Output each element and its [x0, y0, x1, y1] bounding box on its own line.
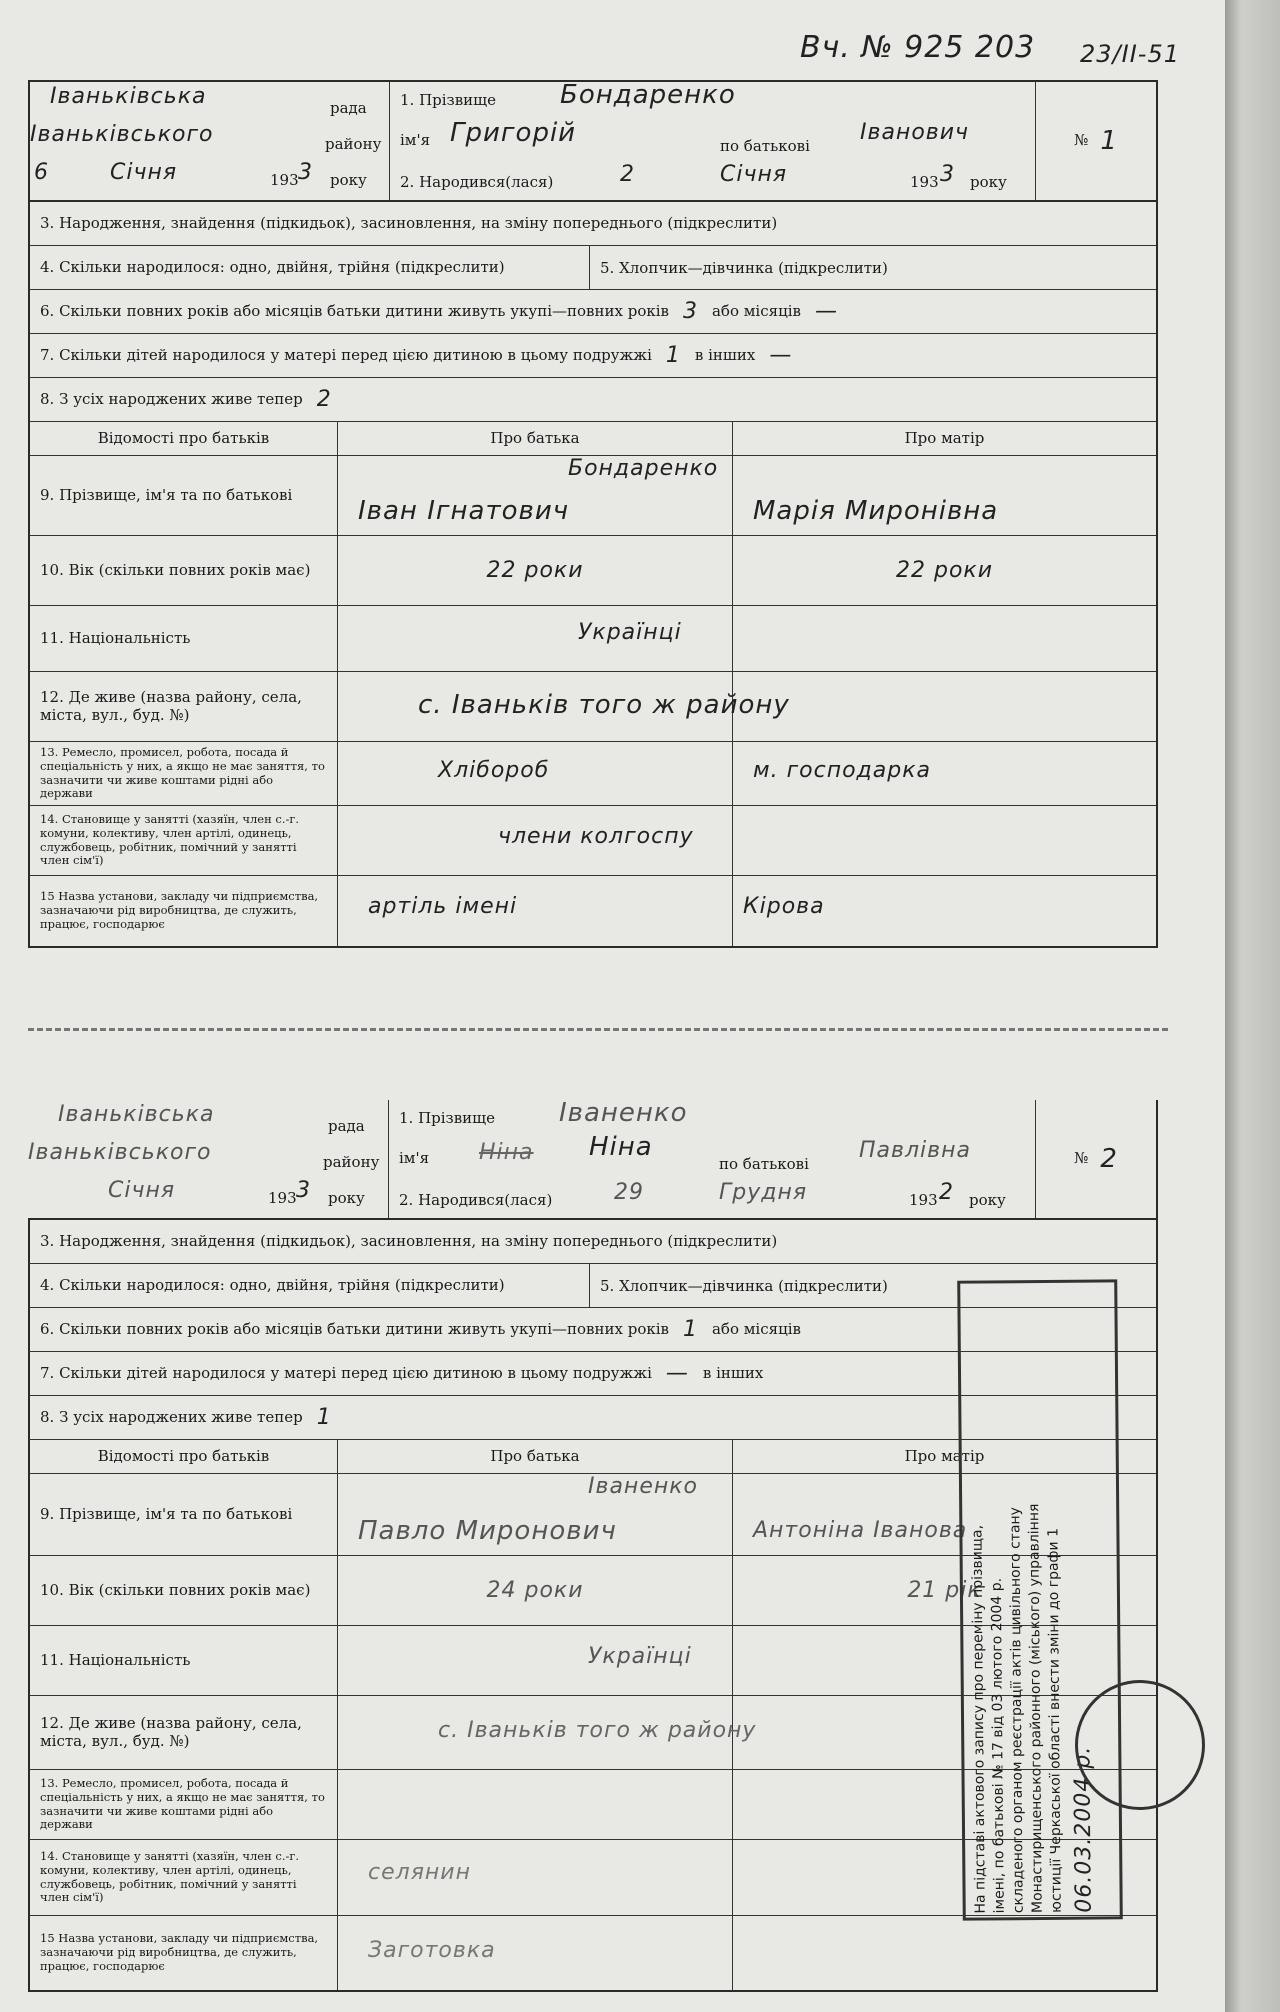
- name-value-2: Ніна: [589, 1132, 653, 1162]
- record-1: [28, 80, 1158, 948]
- name-label: ім'я: [400, 131, 431, 149]
- stamp-line-2: імені, по батькові № 17 від 03 лютого 2004 р.: [988, 1577, 1008, 1914]
- institution-mother: Кірова: [743, 894, 825, 919]
- q6-months-label: або місяців: [711, 301, 801, 320]
- mother-name-2: Антоніна Іванова: [753, 1518, 968, 1543]
- q6-years: 3: [682, 299, 698, 324]
- year-digit-2: 3: [296, 1178, 311, 1203]
- q7-label-2: 7. Скільки дітей народилося у матері перед цією дитиною в цьому подружжі: [40, 1363, 652, 1382]
- nationality-2: Українці: [588, 1644, 692, 1669]
- father-job: Хлібороб: [438, 758, 550, 783]
- born-year-prefix: 193: [910, 173, 939, 191]
- father-header-2: Про батька: [490, 1446, 580, 1465]
- born-label-2: 2. Народився(лася): [399, 1191, 553, 1209]
- position: члени колгоспу: [498, 824, 694, 849]
- registry-note: Вч. № 925 203: [800, 30, 1036, 65]
- q6-years-2: 1: [682, 1317, 698, 1342]
- q7-other-label-2: в інших: [702, 1363, 764, 1382]
- name-struck-2: Ніна: [479, 1140, 534, 1165]
- date-note: 23/II-51: [1080, 40, 1180, 68]
- stamp-line-1: На підставі актового запису про переміну прізвища,: [969, 1524, 989, 1914]
- surname-label-2: 1. Прізвище: [399, 1109, 496, 1127]
- rayon-label: району: [325, 135, 382, 153]
- institution-2: Заготовка: [368, 1938, 496, 1963]
- mother-age-2: 21 рік: [907, 1578, 982, 1603]
- rada-value: Іваньківська: [50, 84, 207, 109]
- q10-label: 10. Вік (скільки повних років має): [40, 560, 311, 579]
- born-roku-label: року: [970, 173, 1007, 191]
- q5-label: 5. Хлопчик—дівчинка (підкреслити): [600, 258, 888, 277]
- surname-value: Бондаренко: [560, 80, 736, 110]
- perforation-line: [28, 1028, 1168, 1031]
- parents-header-2: Відомості про батьків: [97, 1446, 270, 1465]
- roku-label-2: року: [328, 1189, 365, 1207]
- parents-header: Відомості про батьків: [97, 428, 270, 447]
- q5-label-2: 5. Хлопчик—дівчинка (підкреслити): [600, 1276, 888, 1295]
- number-label-2: №: [1074, 1149, 1089, 1168]
- q11-label-2: 11. Національність: [40, 1650, 191, 1669]
- amendment-stamp: [957, 1279, 1123, 1920]
- q14-label: 14. Становище у занятті (хазяїн, член с.-г. комуни, колективу, член артілі, одинець, службовець, робітник, помічний у занятті член сім'ї): [40, 811, 300, 868]
- rayon-label-2: району: [323, 1153, 380, 1171]
- q4-label-2: 4. Скільки народилося: одно, двійня, трійня (підкреслити): [40, 1275, 505, 1294]
- q8-label-2: 8. З усіх народжених живе тепер: [40, 1407, 303, 1426]
- stamp-date: 06.03.2004 р.: [1070, 1745, 1098, 1913]
- q8-value: 2: [316, 387, 332, 412]
- record-number-2: 2: [1100, 1144, 1118, 1174]
- stamp-line-5: юстиції Черкаської області внести зміни до графи 1: [1044, 1527, 1065, 1913]
- q8-label: 8. З усіх народжених живе тепер: [40, 389, 303, 408]
- born-label: 2. Народився(лася): [400, 173, 554, 191]
- surname-label: 1. Прізвище: [400, 91, 497, 109]
- stamp-line-4: Монастирищенського районного (міського) управління: [1025, 1503, 1046, 1914]
- mother-job: м. господарка: [753, 758, 931, 783]
- institution: артіль імені: [368, 894, 518, 919]
- stamp-line-3: складеного органом реєстрації актів цивільного стану: [1006, 1506, 1027, 1914]
- born-year-digit: 3: [940, 162, 955, 187]
- q4-label: 4. Скільки народилося: одно, двійня, трійня (підкреслити): [40, 257, 505, 276]
- q7-other-value: —: [769, 343, 793, 368]
- q3-label: 3. Народження, знайдення (підкидьок), засиновлення, на зміну попереднього (підкреслити): [40, 213, 778, 232]
- rada-label: рада: [330, 99, 367, 117]
- position-2: селянин: [368, 1860, 471, 1885]
- father-age-2: 24 роки: [486, 1578, 584, 1603]
- q7-value: 1: [665, 343, 681, 368]
- born-day-2: 29: [614, 1180, 644, 1205]
- patronymic-label: по батькові: [720, 137, 810, 155]
- q13-label-2: 13. Ремесло, промисел, робота, посада й спеціальність у них, а якщо не має заняття, то зазначити чи живе коштами рідні або держави: [40, 1775, 325, 1832]
- q7-value-2: —: [665, 1361, 689, 1386]
- q12-label-2: 12. Де живе (назва району, села, міста, вул., буд. №): [40, 1714, 302, 1750]
- patronymic-value: Іванович: [860, 120, 970, 145]
- surname-value-2: Іваненко: [559, 1098, 688, 1128]
- q6-label-2: 6. Скільки повних років або місяців батьки дитини живуть укупі—повних років: [40, 1319, 669, 1338]
- year-prefix: 193: [270, 171, 299, 189]
- record-number: 1: [1100, 126, 1118, 156]
- number-label: №: [1074, 131, 1089, 150]
- year-digit: 3: [298, 160, 313, 185]
- born-year-prefix-2: 193: [909, 1191, 938, 1209]
- father-surname-2: Іваненко: [588, 1474, 698, 1499]
- q14-label-2: 14. Становище у занятті (хазяїн, член с.-г. комуни, колективу, член артілі, одинець, службовець, робітник, помічний у занятті член сім'ї): [40, 1848, 300, 1905]
- father-header: Про батька: [490, 428, 580, 447]
- q7-other-label: в інших: [694, 345, 756, 364]
- born-month-2: Грудня: [719, 1180, 808, 1205]
- residence-2: с. Іваньків того ж району: [438, 1718, 757, 1743]
- nationality: Українці: [578, 620, 682, 645]
- father-surname: Бондаренко: [568, 456, 719, 481]
- born-day: 2: [620, 162, 635, 187]
- q6-label: 6. Скільки повних років або місяців батьки дитини живуть укупі—повних років: [40, 301, 669, 320]
- mother-header: Про матір: [904, 428, 985, 447]
- q13-label: 13. Ремесло, промисел, робота, посада й спеціальність у них, а якщо не має заняття, то зазначити чи живе коштами рідні або держави: [40, 744, 325, 801]
- q3-label-2: 3. Народження, знайдення (підкидьок), засиновлення, на зміну попереднього (підкреслити): [40, 1231, 778, 1250]
- born-roku-label-2: року: [969, 1191, 1006, 1209]
- father-name-2: Павло Миронович: [358, 1516, 617, 1546]
- date-month-2: Січня: [108, 1178, 176, 1203]
- residence: с. Іваньків того ж району: [418, 690, 790, 720]
- q6-months: —: [814, 299, 838, 324]
- date-day: 6: [34, 160, 49, 185]
- q9-label: 9. Прізвище, ім'я та по батькові: [40, 485, 293, 504]
- name-value: Григорій: [450, 118, 577, 148]
- q15-label: 15 Назва установи, закладу чи підприємства, зазначаючи рід виробництва, де служить, працює, господарює: [40, 889, 319, 931]
- round-seal: [1075, 1680, 1205, 1810]
- rayon-value-2: Іваньківського: [28, 1140, 212, 1165]
- name-label-2: ім'я: [399, 1149, 430, 1167]
- born-month: Січня: [720, 162, 788, 187]
- year-prefix-2: 193: [268, 1189, 297, 1207]
- page-edge: [1225, 0, 1280, 2012]
- roku-label: року: [330, 171, 367, 189]
- q9-label-2: 9. Прізвище, ім'я та по батькові: [40, 1504, 293, 1523]
- q7-label: 7. Скільки дітей народилося у матері перед цією дитиною в цьому подружжі: [40, 345, 652, 364]
- rayon-value: Іваньківського: [30, 122, 214, 147]
- father-age: 22 роки: [486, 558, 584, 583]
- q6-months-label-2: або місяців: [711, 1319, 801, 1338]
- rada-value-2: Іваньківська: [58, 1102, 215, 1127]
- born-year-digit-2: 2: [939, 1180, 954, 1205]
- mother-name: Марія Миронівна: [753, 496, 999, 526]
- q8-value-2: 1: [316, 1405, 332, 1430]
- father-name: Іван Ігнатович: [358, 496, 570, 526]
- q12-label: 12. Де живе (назва району, села, міста, вул., буд. №): [40, 688, 302, 724]
- q15-label-2: 15 Назва установи, закладу чи підприємства, зазначаючи рід виробництва, де служить, працює, господарює: [40, 1931, 319, 1973]
- mother-age: 22 роки: [896, 558, 993, 583]
- patronymic-value-2: Павлівна: [859, 1138, 971, 1163]
- mother-header-2: Про матір: [904, 1446, 985, 1465]
- q11-label: 11. Національність: [40, 628, 191, 647]
- patronymic-label-2: по батькові: [719, 1155, 809, 1173]
- q10-label-2: 10. Вік (скільки повних років має): [40, 1580, 311, 1599]
- rada-label-2: рада: [328, 1117, 365, 1135]
- date-month: Січня: [110, 160, 178, 185]
